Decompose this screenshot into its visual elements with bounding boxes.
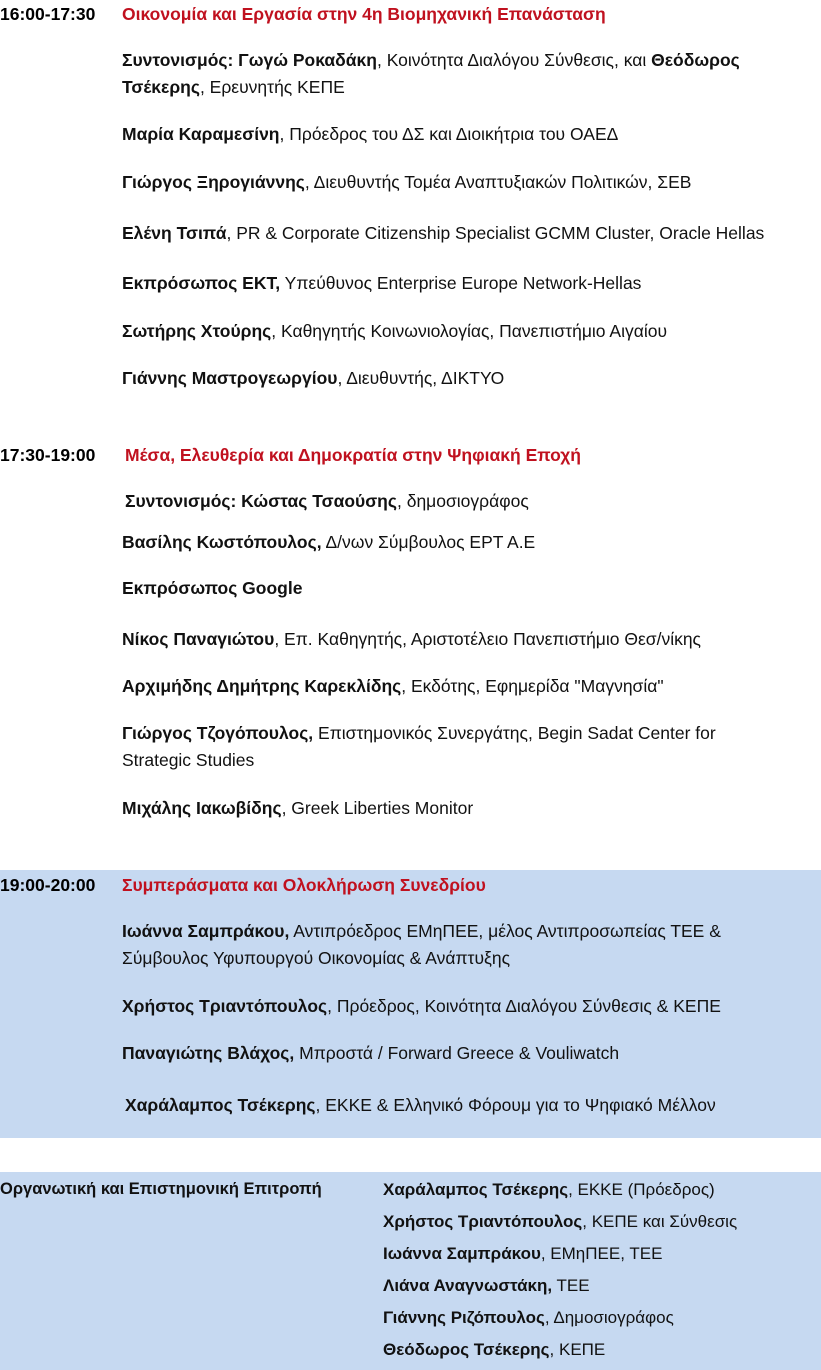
speaker-entry [122,529,535,556]
speaker-name: Χαράλαμπος Τσέκερης [125,1095,316,1115]
session-title: Μέσα, Ελευθερία και Δημοκρατία στην Ψηφιακή Εποχή [125,445,581,465]
speaker-entry [122,918,792,972]
speaker-entry [122,121,618,148]
committee-member [383,1212,737,1232]
committee-member [383,1180,715,1200]
speaker-role: Μπροστά / Forward Greece & Vouliwatch [294,1043,620,1063]
committee-heading: Οργανωτική και Επιστημονική Επιτροπή [0,1180,322,1198]
session-time: 19:00-20:00 [0,875,96,895]
speaker-name: Σωτήρης Χτούρης [122,321,272,341]
committee-member [383,1276,590,1296]
speaker-entry [122,365,504,392]
speaker-entry [122,626,701,653]
speaker-role: , Καθηγητής Κοινωνιολογίας, Πανεπιστήμιο Αιγαίου [271,321,668,341]
speaker-name: Νίκος Παναγιώτου [122,629,275,649]
committee-member [383,1340,605,1360]
speaker-name: Μαρία Καραμεσίνη [122,124,280,144]
member-role: , ΚΕΠΕ [549,1340,606,1359]
speaker-name: Εκπρόσωπος Google [122,578,303,598]
speaker-entry [122,673,664,700]
speaker-role: , Επ. Καθηγητής, Αριστοτέλειο Πανεπιστήμιο Θεσ/νίκης [274,629,701,649]
speaker-role: Αντιπρόεδρος ΕΜηΠΕΕ, μέλος Αντιπροσωπείας ΤΕΕ & Σύμβουλος Υφυπουργού Οικονομίας & Ανάπτυξης [122,921,721,968]
speaker-entry [122,47,812,101]
speaker-name: Συντονισμός: Γωγώ Ροκαδάκη [122,50,377,70]
speaker-entry [122,795,473,822]
speaker-role: , Greek Liberties Monitor [281,798,474,818]
speaker-role: , PR & Corporate Citizenship Specialist GCMM Cluster, Oracle Hellas [226,223,765,243]
speaker-role: , ΕΚΚΕ & Ελληνικό Φόρουμ για το Ψηφιακό Μέλλον [315,1095,716,1115]
speaker-role: Επιστημονικός Συνεργάτης, Begin Sadat Center for Strategic Studies [122,723,716,770]
speaker-role: , Πρόεδρος, Κοινότητα Διαλόγου Σύνθεσις & ΚΕΠΕ [327,996,721,1016]
speaker-name: Ιωάννα Σαμπράκου, [122,921,290,941]
speaker-name: Μιχάλης Ιακωβίδης [122,798,282,818]
speaker-entry [122,1040,619,1067]
member-role: ΤΕΕ [552,1276,590,1295]
speaker-name: Βασίλης Κωστόπουλος, [122,532,322,552]
committee-member [383,1308,674,1328]
speaker-name: Χρήστος Τριαντόπουλος [122,996,328,1016]
speaker-role: , Διευθυντής, ΔΙΚΤΥΟ [337,368,505,388]
member-name: Χρήστος Τριαντόπουλος [383,1212,583,1231]
speaker-role: Δ/νων Σύμβουλος ΕΡΤ Α.Ε [321,532,536,552]
speaker-name: Συντονισμός: Κώστας Τσαούσης [125,491,397,511]
member-name: Γιάννης Ριζόπουλος [383,1308,545,1327]
session-time: 16:00-17:30 [0,4,96,24]
speaker-role: , Εκδότης, Εφημερίδα "Μαγνησία" [401,676,664,696]
speaker-name: Ελένη Τσιπά [122,223,227,243]
speaker-entry [122,575,302,602]
speaker-entry [125,488,529,515]
speaker-entry [122,270,641,297]
speaker-role: Υπεύθυνος Enterprise Europe Network-Hellas [280,273,642,293]
member-role: , ΚΕΠΕ και Σύνθεσις [582,1212,738,1231]
session-time: 17:30-19:00 [0,445,96,465]
speaker-name: Εκπρόσωπος ΕΚΤ, [122,273,281,293]
committee-member [383,1244,662,1264]
session-title: Συμπεράσματα και Ολοκλήρωση Συνεδρίου [122,875,486,895]
session-title: Οικονομία και Εργασία στην 4η Βιομηχανική Επανάσταση [122,4,606,24]
speaker-name: Αρχιμήδης Δημήτρης Καρεκλίδης [122,676,402,696]
member-name: Θεόδωρος Τσέκερης [383,1340,550,1359]
speaker-role: , Ερευνητής ΚΕΠΕ [199,77,345,97]
speaker-role: , Κοινότητα Διαλόγου Σύνθεσις, και [376,50,652,70]
member-name: Λιάνα Αναγνωστάκη, [383,1276,553,1295]
speaker-entry [122,318,667,345]
member-role: , ΕΚΚΕ (Πρόεδρος) [568,1180,715,1199]
member-name: Χαράλαμπος Τσέκερης [383,1180,569,1199]
speaker-name: Θεόδωρος Τσέκερης [122,50,740,97]
speaker-role: , Πρόεδρος του ΔΣ και Διοικήτρια του ΟΑΕΔ [279,124,619,144]
speaker-name: Γιάννης Μαστρογεωργίου [122,368,338,388]
speaker-name: Γιώργος Ξηρογιάννης [122,172,305,192]
member-name: Ιωάννα Σαμπράκου [383,1244,541,1263]
speaker-role: , δημοσιογράφος [396,491,529,511]
speaker-entry [122,220,764,247]
speaker-entry [125,1092,716,1119]
speaker-name: Παναγιώτης Βλάχος, [122,1043,295,1063]
speaker-entry [122,720,782,774]
speaker-role: , Διευθυντής Τομέα Αναπτυξιακών Πολιτικών, ΣΕΒ [304,172,692,192]
speaker-entry [122,169,691,196]
member-role: , ΕΜηΠΕΕ, ΤΕΕ [540,1244,663,1263]
member-role: , Δημοσιογράφος [544,1308,674,1327]
speaker-entry [122,993,721,1020]
speaker-name: Γιώργος Τζογόπουλος, [122,723,314,743]
